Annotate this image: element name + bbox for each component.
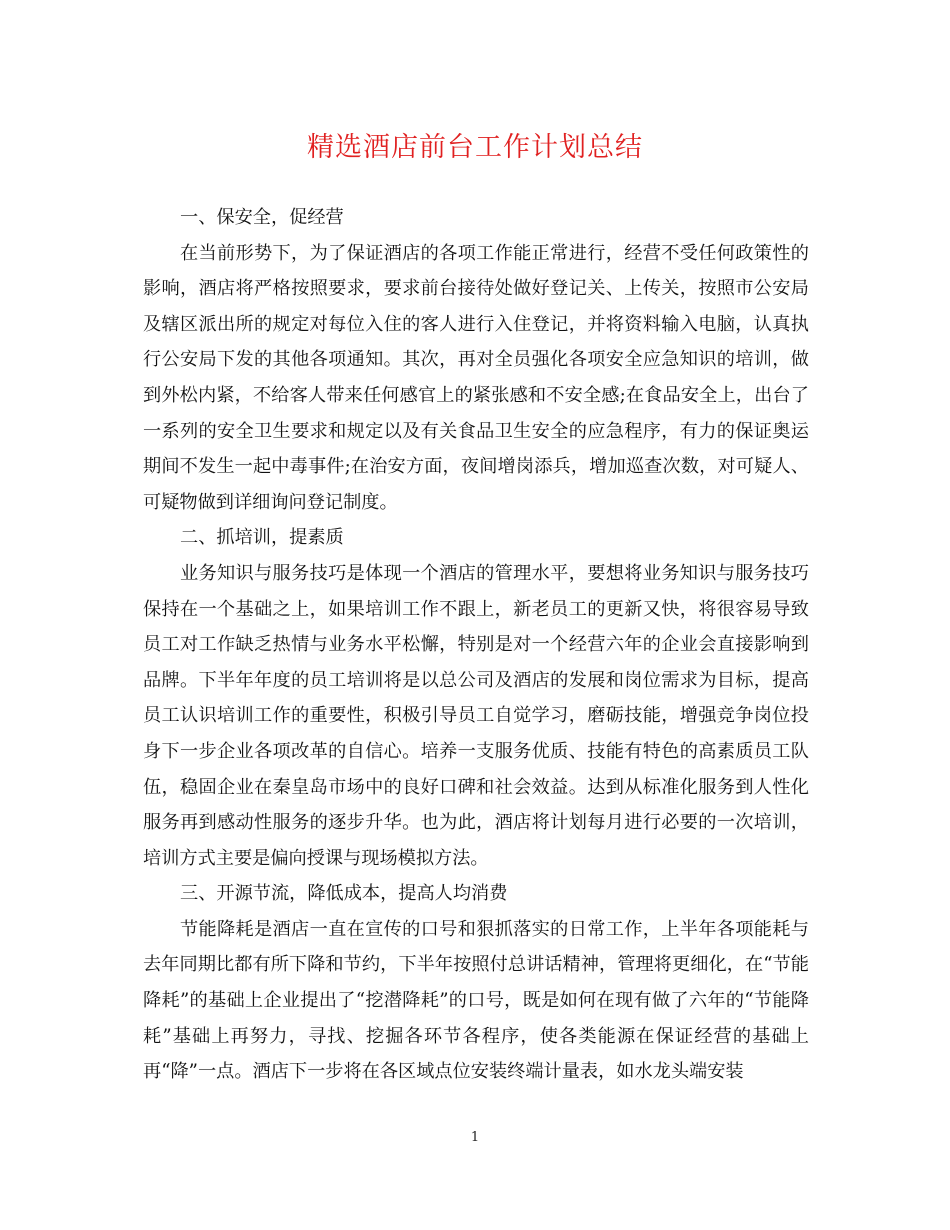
section-heading-1: 一、保安全，促经营 — [180, 207, 344, 228]
document-body — [143, 200, 809, 1090]
section-paragraph-1: 在当前形势下，为了保证酒店的各项工作能正常进行，经营不受任何政策性的影响，酒店将严格按照要求，要求前台接待处做好登记关、上传关，按照市公安局及辖区派出所的规定对每位入住的客人进行入住登记，并将资料输入电脑，认真执行公安局下发的其他各项通知。其次，再对全员强化各项安全应急知识的培训，做到外松内紧，不给客人带来任何感官上的紧张感和不安全感;在食品安全上，出台了一系列的安全卫生要求和规定以及有关食品卫生安全的应急程序，有力的保证奥运期间不发生一起中毒事件;在治安方面，夜间增岗添兵，增加巡查次数，对可疑人、可疑物做到详细询问登记制度。 — [143, 242, 809, 513]
page-number: 1 — [470, 1130, 480, 1145]
section-heading-3: 三、开源节流，降低成本，提高人均消费 — [180, 883, 508, 905]
section-paragraph-3: 节能降耗是酒店一直在宣传的口号和狠抓落实的日常工作，上半年各项能耗与去年同期比都有所下降和节约，下半年按照付总讲话精神，管理将更细化，在“节能降耗”的基础上企业提出了“挖潜降耗”的口号，既是如何在现有做了六年的“节能降耗”基础上再努力，寻找、挖掘各环节各程序，使各类能源在保证经营的基础上再“降”一点。酒店下一步将在各区域点位安装终端计量表，如水龙头端安装 — [143, 918, 809, 1083]
section-paragraph-2: 业务知识与服务技巧是体现一个酒店的管理水平，要想将业务知识与服务技巧保持在一个基础之上，如果培训工作不跟上，新老员工的更新又快，将很容易导致员工对工作缺乏热情与业务水平松懈，特别是对一个经营六年的企业会直接影响到品牌。下半年年度的员工培训将是以总公司及酒店的发展和岗位需求为目标，提高员工认识培训工作的重要性，积极引导员工自觉学习，磨砺技能，增强竞争岗位投身下一步企业各项改革的自信心。培养一支服务优质、技能有特色的高素质员工队伍，稳固企业在秦皇岛市场中的良好口碑和社会效益。达到从标准化服务到人性化服务再到感动性服务的逐步升华。也为此，酒店将计划每月进行必要的一次培训，培训方式主要是偏向授课与现场模拟方法。 — [143, 562, 809, 869]
section-heading-2: 二、抓培训，提素质 — [180, 527, 344, 549]
document-title: 精选酒店前台工作计划总结 — [307, 132, 643, 163]
